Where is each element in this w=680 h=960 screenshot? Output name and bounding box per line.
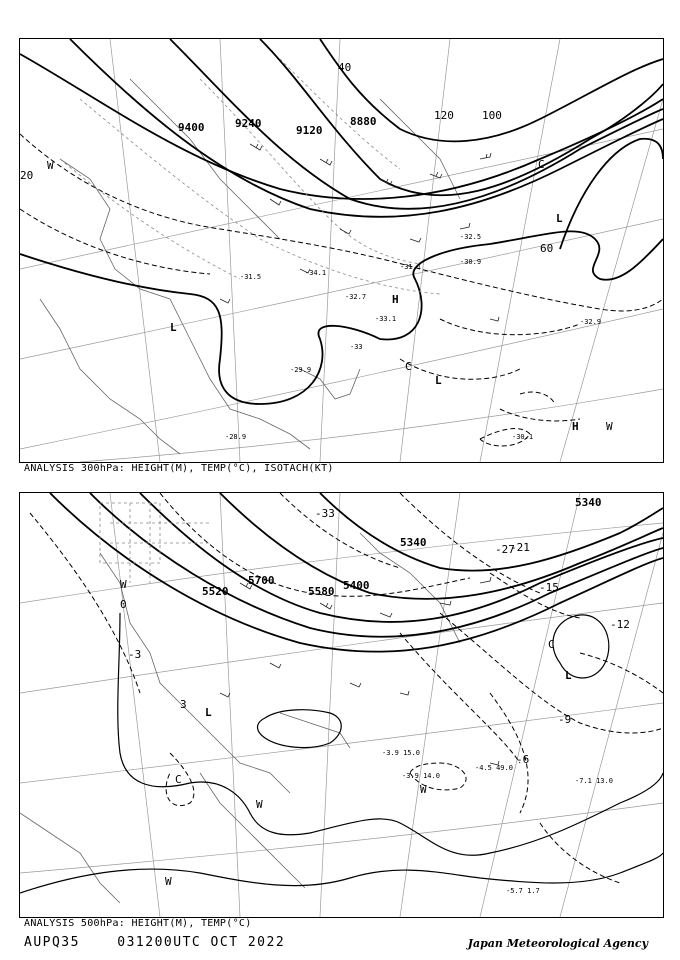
cold-mark: C (405, 360, 412, 373)
cold-mark: C (175, 773, 182, 786)
bulletin-header (24, 935, 285, 950)
height-label-9240: 9240 (235, 117, 262, 130)
coastline (40, 79, 460, 454)
warm-mark: W (256, 798, 263, 811)
isotherm-label: -6 (516, 753, 530, 766)
low-center: L (556, 212, 563, 225)
chart-500hpa (19, 492, 664, 918)
isotherm-label: 0 (120, 598, 127, 611)
temp-value: -32.5 (460, 233, 482, 241)
chart-300hpa (19, 38, 664, 463)
temp-value: -32.7 (345, 293, 367, 301)
isotach-label-20: 20 (20, 169, 34, 182)
isotherm-label: -21 (510, 541, 530, 554)
low-center: L (435, 374, 442, 387)
warm-mark: W (165, 875, 172, 888)
map-500hpa-svg (20, 493, 663, 917)
isotherm-label: -33 (315, 507, 335, 520)
temp-value: -31.5 (240, 273, 262, 281)
isotach-label-120: 120 (434, 109, 454, 122)
temp-value: -34.1 (305, 269, 327, 277)
height-label-5340: 5340 (575, 496, 602, 509)
agency-name: Japan Meteorological Agency (467, 937, 648, 950)
height-label-5580: 5580 (308, 585, 335, 598)
height-contours (50, 493, 663, 652)
height-contours-thin (20, 613, 663, 893)
high-center: H (392, 293, 399, 306)
temp-value: -30.1 (512, 433, 534, 441)
isotach-label-100: 100 (482, 109, 502, 122)
isotherm-label: -12 (610, 618, 630, 631)
warm-mark: W (420, 783, 427, 796)
temp-value: -32.9 (580, 318, 602, 326)
isotherm-label: -27 (495, 543, 515, 556)
temp-value: -33 (350, 343, 363, 351)
isotach-label-40: 40 (338, 61, 352, 74)
map-300hpa-svg (20, 39, 663, 462)
height-label-5340: 5340 (400, 536, 427, 549)
cold-mark: C (538, 158, 545, 171)
height-label-5400: 5400 (343, 579, 370, 592)
station-value: -3.9 15.0 (382, 749, 420, 757)
height-label-5700: 5700 (248, 574, 275, 587)
height-label-5520: 5520 (202, 585, 229, 598)
coastline (20, 533, 460, 903)
temp-value: -30.9 (460, 258, 482, 266)
bulletin-datetime: 031200UTC OCT 2022 (117, 935, 286, 950)
isotherm-label: -9 (558, 713, 572, 726)
station-value: -3.9 14.0 (402, 772, 440, 780)
isotach-label-60: 60 (540, 242, 554, 255)
low-center: L (565, 669, 572, 682)
warm-mark: W (47, 159, 54, 172)
high-center: H (572, 420, 579, 433)
cold-mark: C (548, 638, 555, 651)
warm-mark: W (120, 578, 127, 591)
caption-300hpa: ANALYSIS 300hPa: HEIGHT(M), TEMP(°C), ISOTACH(KT) (24, 463, 334, 474)
station-value: -7.1 13.0 (575, 777, 613, 785)
wind-barbs (220, 577, 499, 765)
temp-value: -31.1 (400, 263, 422, 271)
temp-value: -33.1 (375, 315, 397, 323)
height-label-8880: 8880 (350, 115, 377, 128)
isotherm-label: -15 (539, 581, 559, 594)
station-value: -5.7 1.7 (506, 887, 540, 895)
isotherm-label: 3 (180, 698, 187, 711)
warm-mark: W (606, 420, 613, 433)
low-center: L (170, 321, 177, 334)
caption-500hpa: ANALYSIS 500hPa: HEIGHT(M), TEMP(°C) (24, 918, 252, 929)
temp-value: -28.9 (225, 433, 247, 441)
height-label-9400: 9400 (178, 121, 205, 134)
low-center: L (205, 706, 212, 719)
isotherms (30, 493, 663, 883)
temp-value: -29.9 (290, 366, 312, 374)
isotherm-label: -3 (128, 648, 142, 661)
station-value: -4.5 49.0 (475, 764, 513, 772)
isotherms (60, 59, 440, 294)
bulletin-code: AUPQ35 (24, 935, 80, 950)
height-label-9120: 9120 (296, 124, 323, 137)
